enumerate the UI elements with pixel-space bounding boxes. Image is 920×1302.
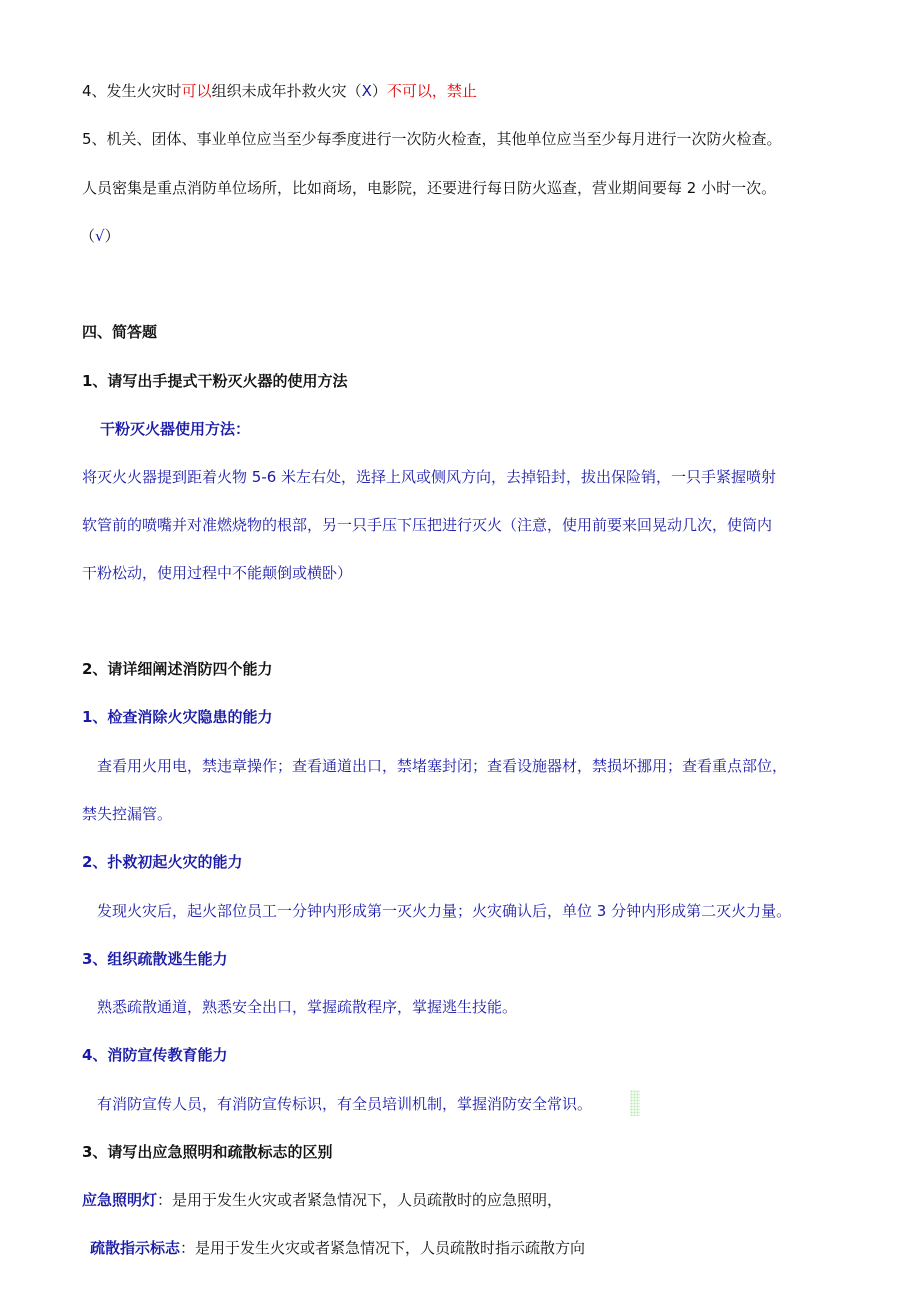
q3-line-1 — [82, 1189, 562, 1211]
q2-item-1-text-1: 查看用火用电，禁违章操作；查看通道出口，禁堵塞封闭；查看设施器材，禁损坏挪用；查看重点部位， — [97, 757, 788, 775]
q1-subtitle: 干粉灭火器使用方法： — [100, 420, 251, 438]
q2-item-1-text-2: 禁失控漏管。 — [82, 805, 173, 823]
q4-correction: 不可以，禁止 — [386, 82, 477, 100]
section-title: 四、简答题 — [82, 323, 158, 341]
q3-term-emergency-light: 应急照明灯 — [82, 1191, 158, 1209]
q4-mid: 组织未成年扑救火灾（ — [211, 82, 362, 100]
q2-item-4-text: 有消防宣传人员，有消防宣传标识，有全员培训机制，掌握消防安全常识。 — [97, 1095, 593, 1113]
question-5-line-1: 5、机关、团体、事业单位应当至少每季度进行一次防火检查，其他单位应当至少每月进行一次防火检查。 — [82, 130, 782, 148]
q3-desc-evacuation-sign: ：是用于发生火灾或者紧急情况下，人员疏散时指示疏散方向 — [180, 1239, 586, 1257]
q2-item-4-heading: 4、消防宣传教育能力 — [82, 1046, 228, 1064]
q3-title: 3、请写出应急照明和疏散标志的区别 — [82, 1143, 333, 1161]
q2-item-2-heading: 2、扑救初起火灾的能力 — [82, 853, 243, 871]
q2-title: 2、请详细阐述消防四个能力 — [82, 660, 273, 678]
q1-title: 1、请写出手提式干粉灭火器的使用方法 — [82, 372, 348, 390]
q5-open: （ — [80, 227, 96, 245]
question-4 — [82, 80, 477, 102]
q4-answer-mark: X — [361, 82, 372, 100]
q1-body-line-2: 软管前的喷嘴并对准燃烧物的根部，另一只手压下压把进行灭火（注意，使用前要来回晃动几次，使筒内 — [82, 516, 773, 534]
q4-close: ） — [371, 82, 387, 100]
q5-close: ） — [104, 227, 120, 245]
q2-item-3-heading: 3、组织疏散逃生能力 — [82, 950, 228, 968]
q4-prefix: 4、发生火灾时 — [82, 82, 182, 100]
q2-item-1-heading: 1、检查消除火灾隐患的能力 — [82, 708, 273, 726]
q4-highlight: 可以 — [181, 82, 212, 100]
question-5-answer — [80, 225, 120, 247]
q1-body-line-3: 干粉松动，使用过程中不能颠倒或横卧） — [82, 564, 353, 582]
q3-term-evacuation-sign: 疏散指示标志 — [90, 1239, 181, 1257]
q3-desc-emergency-light: ：是用于发生火灾或者紧急情况下，人员疏散时的应急照明， — [157, 1191, 563, 1209]
question-5-line-2: 人员密集是重点消防单位场所，比如商场，电影院，还要进行每日防火巡查，营业期间要每 2 小时一次。 — [82, 179, 777, 197]
q1-body-line-1: 将灭火火器提到距着火物 5-6 米左右处，选择上风或侧风方向，去掉铅封，拔出保险销，一只手紧握喷射 — [82, 468, 777, 486]
q2-item-2-text: 发现火灾后，起火部位员工一分钟内形成第一灭火力量；火灾确认后，单位 3 分钟内形成第二灭火力量。 — [97, 902, 792, 920]
q5-check-mark: √ — [95, 227, 105, 245]
q2-item-3-text: 熟悉疏散通道，熟悉安全出口，掌握疏散程序，掌握逃生技能。 — [97, 998, 518, 1016]
dotted-marker — [630, 1090, 640, 1116]
q3-line-2 — [90, 1237, 585, 1259]
